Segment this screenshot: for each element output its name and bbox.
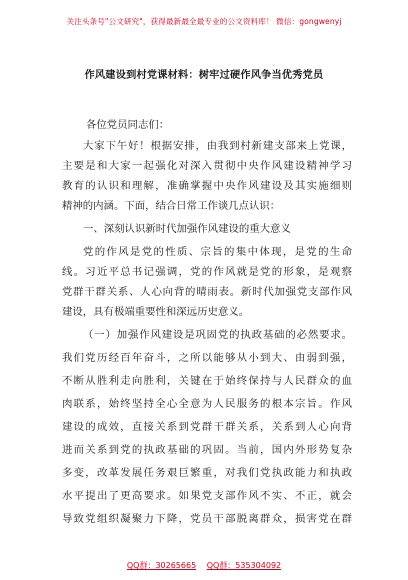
body-line: 教育的认识和理解，准确掌握中央作风建设及其实施细则 — [62, 180, 352, 192]
body-line: 不断从胜利走向胜利，关键在于始终保持与人民群众的血 — [62, 375, 352, 387]
salutation-line: 各位党员同志们： — [86, 119, 170, 131]
body-line: 建设的成效，直接关系到党群干群关系，关系到人心向背 — [62, 421, 352, 433]
header-banner: 关注头条号"公文研究"，获得最新最全最专业的公文资料库！ 微信：gongwenyj — [66, 17, 342, 26]
body-line: 建设，具有极端重要性和深远历史意义。 — [62, 306, 250, 318]
document-title: 作风建设到村党课材料：树牢过硬作风争当优秀党员 — [84, 69, 324, 81]
subsection-heading: （一）加强作风建设是巩固党的执政基础的必然要求。 — [83, 329, 352, 341]
body-line: 主要是和大家一起强化对深入贯彻中央作风建设精神学习 — [62, 160, 352, 172]
body-line: 党群干群关系、人心向背的晴雨表。新时代加强党支部作风 — [62, 286, 352, 298]
footer-qq-group-2: QQ群：535304092 — [206, 561, 282, 570]
body-line: 多变，改革发展任务艰巨繁重，对我们党执政能力和执政 — [62, 467, 352, 479]
section-heading: 一、深刻认识新时代加强作风建设的重大意义 — [83, 223, 291, 235]
body-line: 党的作风是党的性质、宗旨的集中体现，是党的生命 — [83, 246, 352, 258]
footer-qq-group-1: QQ群：30265665 — [126, 561, 197, 570]
body-line: 肉联系，始终坚持全心全意为人民服务的根本宗旨。作风 — [62, 398, 352, 410]
body-line: 大家下午好！根据安排，由我到村新建支部来上党课， — [83, 140, 352, 152]
body-line: 我们党历经百年奋斗，之所以能够从小到大、由弱到强， — [62, 352, 352, 364]
body-line: 水平提出了更高要求。如果党支部作风不实、不正，就会 — [62, 490, 352, 502]
body-line: 线。习近平总书记强调，党的作风就是党的形象，是观察 — [62, 266, 352, 278]
footer-contacts — [0, 560, 408, 571]
body-line: 进而关系到党的执政基础的巩固。当前，国内外形势复杂 — [62, 444, 352, 456]
body-line: 精神的内涵。下面，结合日常工作谈几点认识： — [62, 200, 281, 212]
body-line: 导致党组织凝聚力下降，党员干部脱离群众，损害党在群 — [62, 513, 352, 525]
